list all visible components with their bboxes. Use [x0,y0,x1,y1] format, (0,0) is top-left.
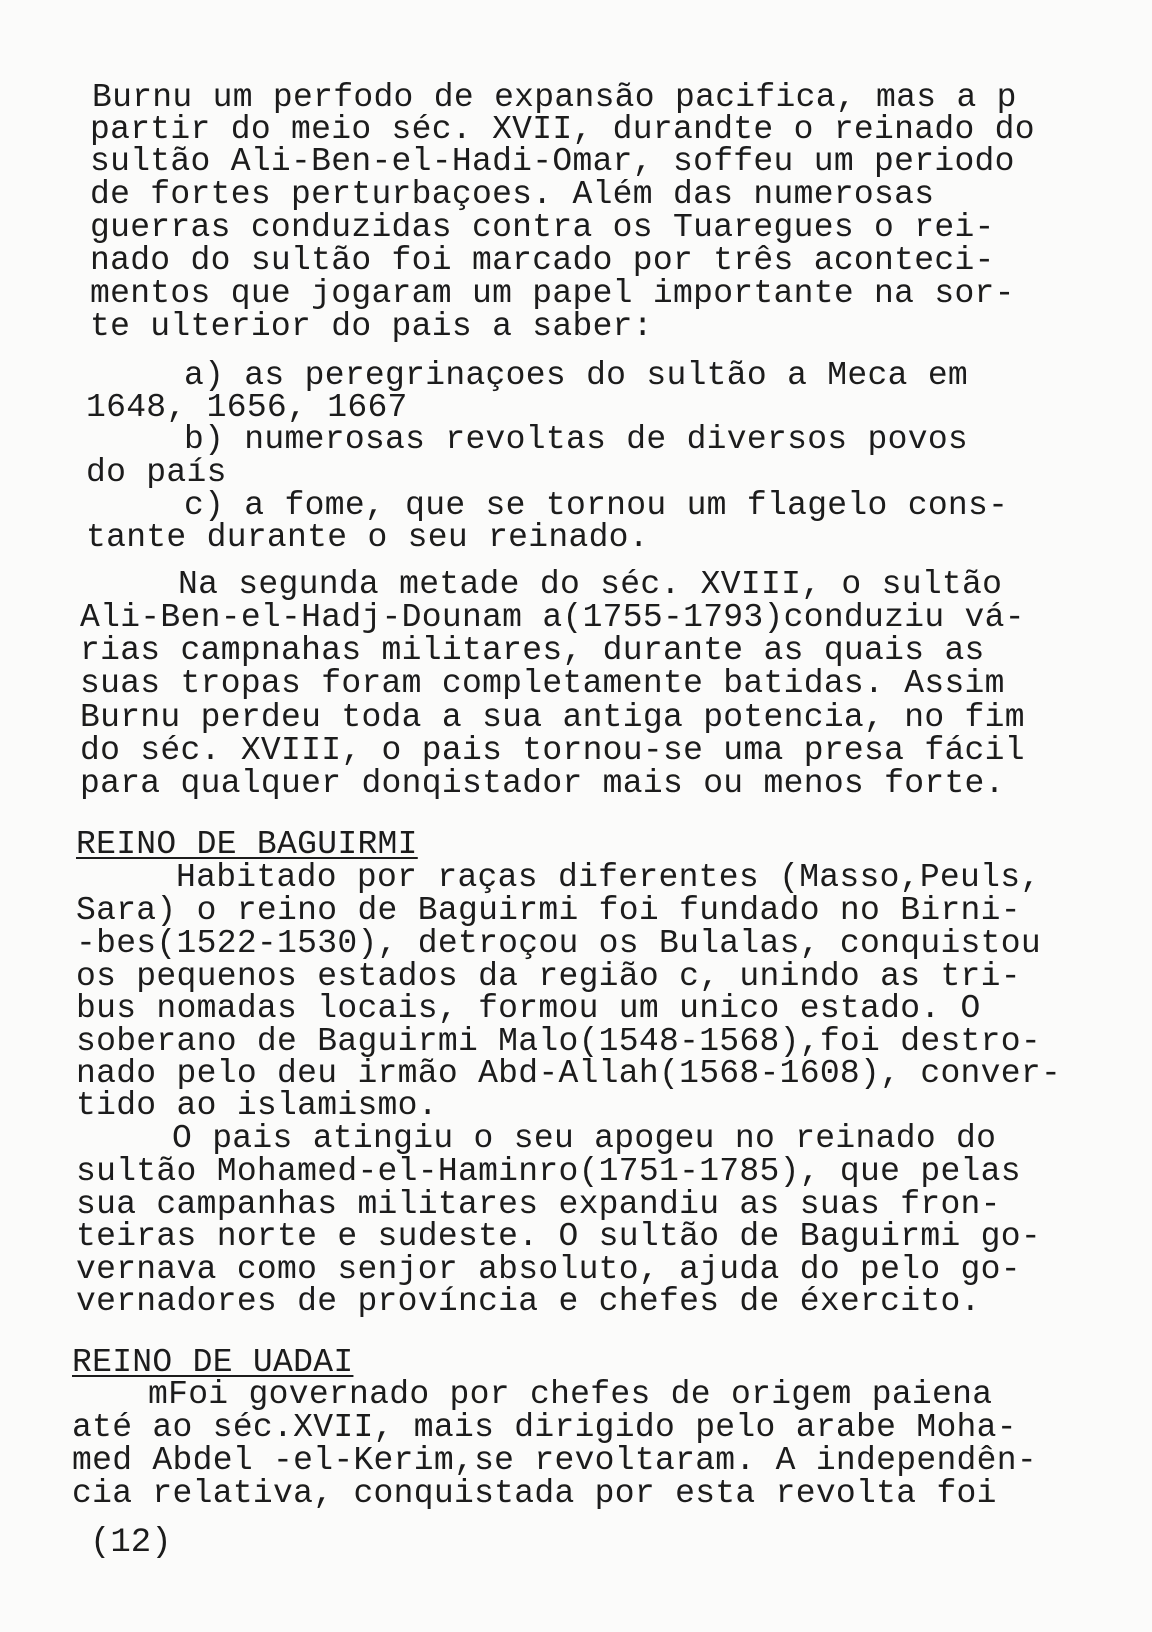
text-line: c) a fome, que se tornou um flagelo cons- [184,487,1009,524]
text-line: nado pelo deu irmão Abd-Allah(1568-1608), conver- [76,1055,1062,1092]
text-line: até ao séc.XVII, mais dirigido pelo arabe Moha- [72,1409,1017,1446]
text-line: te ulterior do pais a saber: [90,308,653,345]
text-line: de fortes perturbaçoes. Além das numerosas [90,176,935,213]
text-line: sua campanhas militares expandiu as suas fron- [76,1186,1001,1223]
text-line: cia relativa, conquistada por esta revolta foi [72,1475,997,1512]
text-line: soberano de Baguirmi Malo(1548-1568),foi destro- [76,1023,1041,1060]
text-line: a) as peregrinaçoes do sultão a Meca em [184,357,969,394]
text-line: tante durante o seu reinado. [86,519,649,556]
text-line: do país [86,454,227,491]
text-line: bus nomadas locais, formou um unico estado. O [76,990,981,1027]
text-line: tido ao islamismo. [76,1087,438,1124]
text-line: Sara) o reino de Baguirmi foi fundado no Birni- [76,892,1021,929]
text-line: b) numerosas revoltas de diversos povos [184,421,969,458]
text-line: teiras norte e sudeste. O sultão de Baguirmi go- [76,1218,1041,1255]
text-line: Ali-Ben-el-Hadj-Dounam a(1755-1793)conduziu vá- [80,599,1025,636]
text-line: O pais atingiu o seu apogeu no reinado do [172,1120,997,1157]
text-line: nado do sultão foi marcado por três aconteci- [90,242,995,279]
text-line: Na segunda metade do séc. XVIII, o sultão [178,566,1003,603]
text-line: para qualquer donqistador mais ou menos forte. [80,765,1005,802]
text-line: do séc. XVIII, o pais tornou-se uma presa fácil [80,732,1025,769]
text-line: med Abdel -el-Kerim,se revoltaram. A independên- [72,1442,1037,1479]
text-line: partir do meio séc. XVII, durandte o reinado do [90,111,1035,148]
text-line: vernava como senjor absoluto, ajuda do pelo go- [76,1251,1021,1288]
text-line: 1648, 1656, 1667 [86,389,408,426]
section-heading: REINO DE UADAI [72,1344,354,1381]
text-line: suas tropas foram completamente batidas. Assim [80,665,1005,702]
text-line: os pequenos estados da região c, unindo as tri- [76,958,1021,995]
text-line: sultão Mohamed-el-Haminro(1751-1785), que pelas [76,1153,1021,1190]
page-number: (12) [90,1524,172,1562]
text-line: sultão Ali-Ben-el-Hadi-Omar, soffeu um periodo [90,143,1015,180]
text-line: guerras conduzidas contra os Tuaregues o rei- [90,209,995,246]
text-line: mFoi governado por chefes de origem paiena [148,1376,993,1413]
text-line: rias campnahas militares, durante as quais as [80,632,985,669]
section-heading: REINO DE BAGUIRMI [76,826,418,863]
text-line: -bes(1522-1530), detroçou os Bulalas, conquistou [76,925,1041,962]
text-line: Burnu um perfodo de expansão pacifica, mas a p [92,79,1017,116]
text-line: Habitado por raças diferentes (Masso,Peuls, [176,859,1041,896]
text-line: vernadores de província e chefes de éxercito. [76,1283,981,1320]
text-line: mentos que jogaram um papel importante na sor- [90,275,1015,312]
text-line: Burnu perdeu toda a sua antiga potencia, no fim [80,699,1025,736]
